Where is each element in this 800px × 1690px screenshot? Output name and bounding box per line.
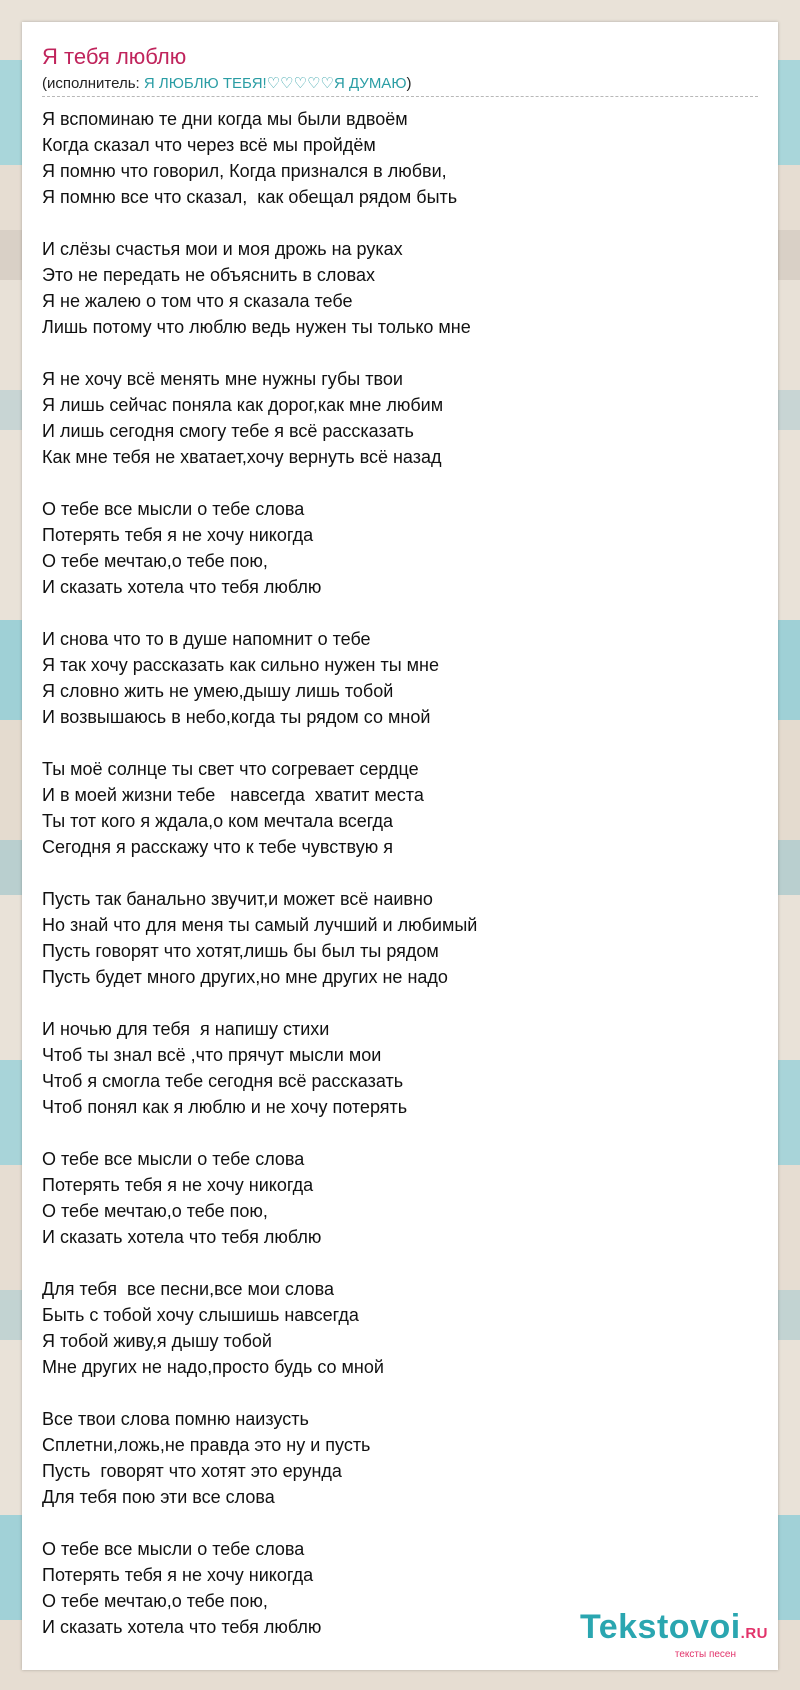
site-logo[interactable] — [580, 1610, 768, 1660]
logo-name: Tekstovoi — [579, 1608, 741, 1646]
song-title: Я тебя люблю — [42, 44, 187, 69]
artist-link[interactable]: Я ЛЮБЛЮ ТЕБЯ!♡♡♡♡♡Я ДУМАЮ — [143, 75, 407, 92]
lyrics-card — [22, 22, 778, 1670]
logo-tagline: тексты песен — [674, 1649, 736, 1660]
artist-suffix: ) — [406, 75, 412, 92]
artist-prefix: (исполнитель: — [42, 75, 144, 92]
logo-wordmark — [580, 1610, 768, 1651]
artist-line — [42, 74, 758, 97]
lyrics-text: Я вспоминаю те дни когда мы были вдвоём Когда сказал что через всё мы пройдём Я помню что говорил, Когда признался в любви, Я помню все что сказал, как обещал рядом быть И слёзы счастья мои и моя дрожь на руках Это не передать не объяснить в словах Я не жалею о том что я сказала тебе Лишь потому что люблю ведь нужен ты только мне Я не хочу всё менять мне нужны губы твои Я лишь сейчас поняла как дорог,как мне любим И лишь сегодня смогу тебе я всё рассказать Как мне тебя не хватает,хочу вернуть всё назад О тебе все мысли о тебе слова Потерять тебя я не хочу никогда О тебе мечтаю,о тебе пою, И сказать хотела что тебя люблю И снова что то в душе напомнит о тебе Я так хочу рассказать как сильно нужен ты мне Я словно жить не умею,дышу лишь тобой И возвышаюсь в небо,когда ты рядом со мной Ты моё солнце ты свет что согревает сердце И в моей жизни тебе навсегда хватит места Ты тот кого я ждала,о ком мечтала всегда Сегодня я расскажу что к тебе чувствую я Пусть так банально звучит,и может всё наивно Но знай что для меня ты самый лучший и любимый Пусть говорят что хотят,лишь бы был ты рядом Пусть будет много других,но мне других не надо И ночью для тебя я напишу стихи Чтоб ты знал всё ,что прячут мысли мои Чтоб я смогла тебе сегодня всё рассказать Чтоб понял как я люблю и не хочу потерять О тебе все мысли о тебе слова Потерять тебя я не хочу никогда О тебе мечтаю,о тебе пою, И сказать хотела что тебя люблю Для тебя все песни,все мои слова Быть с тобой хочу слышишь навсегда Я тобой живу,я дышу тобой Мне других не надо,просто будь со мной Все твои слова помню наизусть Сплетни,ложь,не правда это ну и пусть Пусть говорят что хотят это ерунда Для тебя пою эти все слова О тебе все мысли о тебе слова Потерять тебя я не хочу никогда О тебе мечтаю,о тебе пою, И сказать хотела что тебя люблю — [42, 109, 478, 1637]
logo-domain: .RU — [740, 1625, 768, 1642]
